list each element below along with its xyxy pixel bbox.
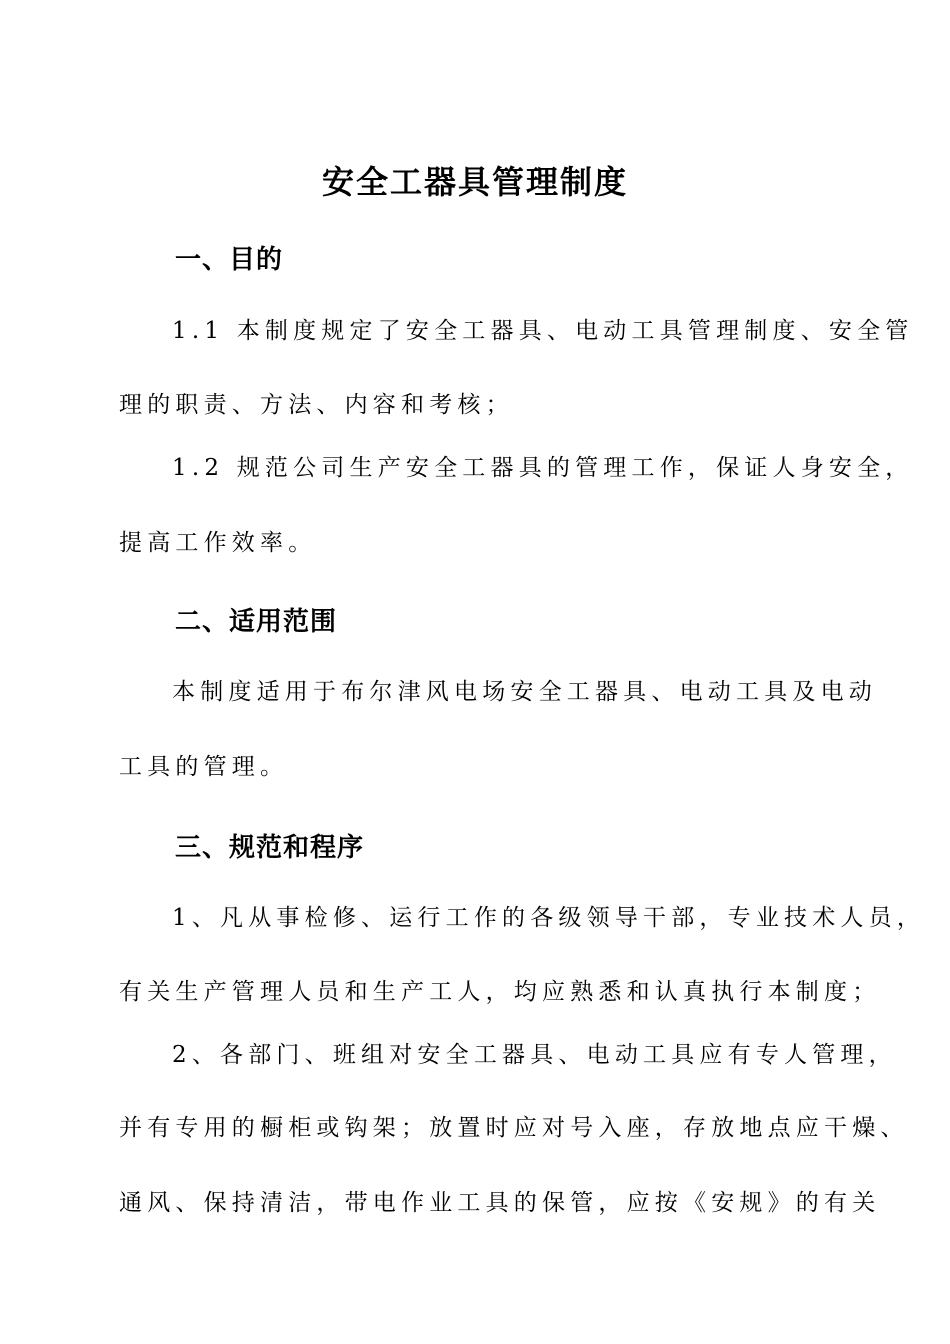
paragraph-line: 有关生产管理人员和生产工人，均应熟悉和认真执行本制度； [119,979,881,1005]
document-title: 安全工器具管理制度 [321,163,628,201]
paragraph-line: 通风、保持清洁，带电作业工具的保管，应按《安规》的有关 [119,1190,881,1216]
paragraph-line: 提高工作效率。 [119,530,317,556]
paragraph-line: 2、各部门、班组对安全工器具、电动工具应有专人管理， [172,1042,897,1068]
paragraph-line: 并有专用的橱柜或钩架；放置时应对号入座，存放地点应干燥、 [119,1115,909,1141]
paragraph-line: 理的职责、方法、内容和考核； [119,392,514,418]
paragraph-line: 1、凡从事检修、运行工作的各级领导干部，专业技术人员， [172,905,926,931]
section-heading-procedures: 三、规范和程序 [175,833,365,863]
paragraph-line: 工具的管理。 [119,754,289,780]
section-heading-scope: 二、适用范围 [175,607,338,637]
paragraph-line: 1.1 本制度规定了安全工器具、电动工具管理制度、安全管 [172,318,914,344]
paragraph-line: 1.2 规范公司生产安全工器具的管理工作，保证人身安全， [172,455,914,481]
section-heading-purpose: 一、目的 [175,245,284,275]
paragraph-line: 本制度适用于布尔津风电场安全工器具、电动工具及电动 [172,679,877,705]
